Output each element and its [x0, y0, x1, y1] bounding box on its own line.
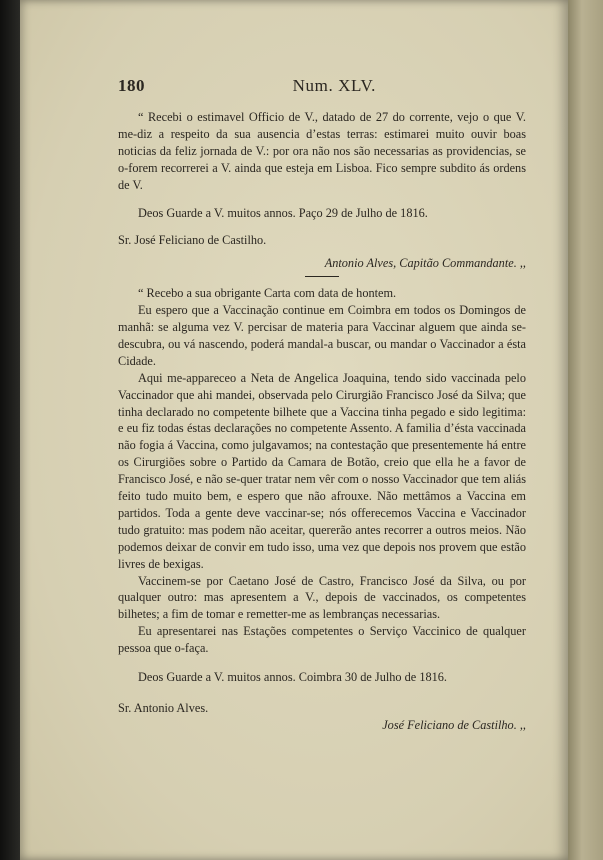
letter2-paragraph: Vaccinem-se por Caetano José de Castro, Francisco José da Silva, ou por qualquer outro: mas apresentem a V., depois de vaccinados, os competentes bilhetes; a fim de tomar e remetter-me as lembranças necessarias. — [118, 573, 526, 622]
page-number: 180 — [118, 76, 145, 95]
letter1-body: “ Recebi o estimavel Officio de V., datado de 27 do corrente, vejo o que V. me-diz a respeito da sua ausencia d’estas terras: estimarei muito ouvir boas noticias da feliz jornada de V.: por ora não nos são necessarias as providencias, se o-forem recorrerei a V. ainda que esteja em Lisboa. Fico sempre subdito ás ordens de V. — [118, 109, 526, 192]
letter2-addressee: Sr. Antonio Alves. — [118, 701, 209, 715]
letter2-paragraph: Aqui me-appareceo a Neta de Angelica Joaquina, tendo sido vaccinada pelo Vaccinador que ahi mandei, observada pelo Cirurgião Francisco José da Silva; que tinha declarado no competente bilhete que a Vaccina tinha pegado e sido legitima: e eu fiz todas éstas declarações no competente Assento. A familia d’ésta vaccinada não fogia á Vaccina, como julgavamos; na contestação que presentemente há entre os Cirurgiões sobre o Partido da Camara de Botão, creio que ella he a favor de Francisco José, e não se-quer tratar nem vêr com o nosso Vaccinador que tem aliás feito tudo muito bem, e espero que não afrouxe. Não mettâmos a Vaccina em partidos. Toda a gente deve vaccinar-se; nós offerecemos Vaccina e Vaccinador tudo gratuito: mas podem não aceitar, quererão antes recorrer a outros meios. Não podemos deixar de convir em tudo isso, uma vez que depois nos provem que estão livres de bexigas. — [118, 370, 526, 571]
letter1-closing: Deos Guarde a V. muitos annos. Paço 29 de Julho de 1816. — [138, 206, 428, 221]
page-text — [118, 78, 526, 734]
issue-number: Num. XLV. — [292, 76, 376, 95]
running-header — [118, 78, 526, 95]
book-spine-shadow — [0, 0, 20, 860]
letter1-addressee: Sr. José Feliciano de Castilho. — [118, 233, 267, 248]
section-divider — [305, 276, 339, 277]
letter2-footer — [118, 700, 526, 717]
letter2-closing: Deos Guarde a V. muitos annos. Coimbra 30 de Julho de 1816. — [138, 670, 447, 685]
letter1-signature: Antonio Alves, Capitão Commandante. ,, — [324, 256, 526, 271]
letter2-signature: José Feliciano de Castilho. ,, — [382, 717, 526, 732]
letter2-paragraph: Eu espero que a Vaccinação continue em Coimbra em todos os Domingos de manhã: se alguma vez V. percisar de materia para Vaccinar alguem que ainda se-descubra, ou vá nascendo, poderá mandal-a buscar, ou mandar o Vaccinador a ésta Cidade. — [118, 303, 526, 368]
letter2-paragraph: Eu apresentarei nas Estações competentes o Serviço Vaccinico de qualquer pessoa que o-faça. — [118, 624, 526, 656]
adjacent-page-edge — [568, 0, 603, 860]
letter2-paragraph: “ Recebo a sua obrigante Carta com data de hontem. — [138, 286, 397, 301]
